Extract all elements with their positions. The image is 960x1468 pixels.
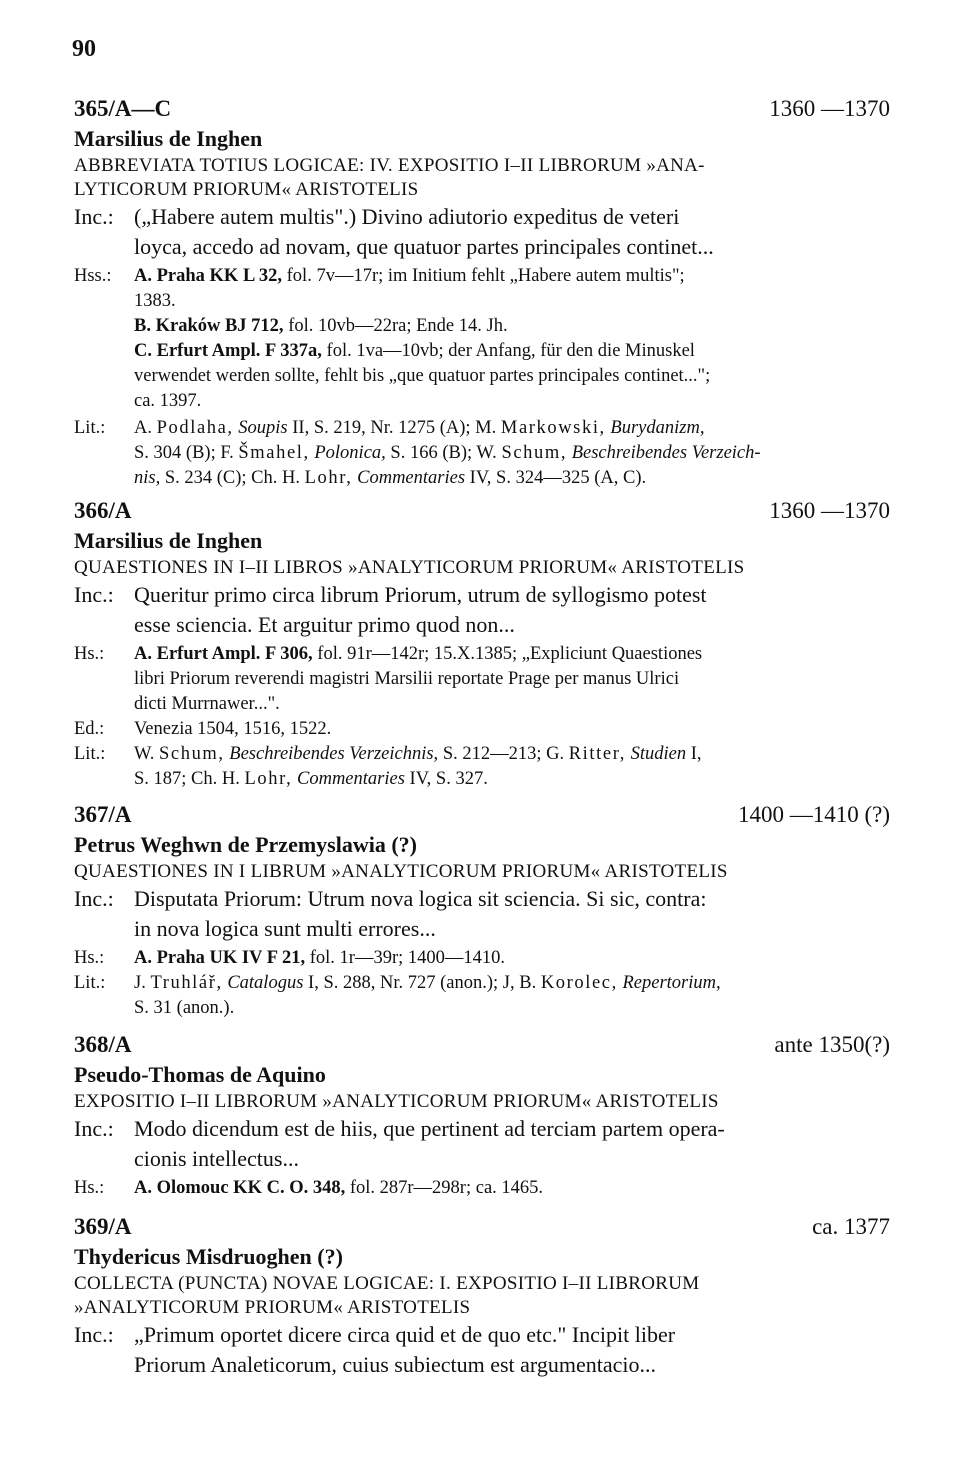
lit-work: Repertorium, <box>622 973 721 993</box>
entry-368 <box>74 1030 890 1201</box>
entry-header <box>74 496 890 526</box>
entry-title <box>74 556 890 580</box>
literature <box>74 971 890 1021</box>
lit-text: W. <box>134 744 160 764</box>
entry-date: 1360 —1370 <box>769 96 890 121</box>
lit-work: Catalogus <box>227 973 304 993</box>
lit-text: S. 304 (B); F. <box>134 443 239 463</box>
incipit-line: „Primum oportet dicere circa quid et de quo etc." Incipit liber <box>134 1322 676 1347</box>
lit-author: Truhlář, <box>150 973 223 993</box>
lit-author: Šmahel, <box>238 443 310 463</box>
entry-date: ca. 1377 <box>812 1214 890 1239</box>
manuscripts-label: Hs.: <box>74 644 105 664</box>
lit-author: Korolec, <box>540 973 618 993</box>
ms-details: fol. 1r—39r; 1400—1410. <box>305 948 506 968</box>
title-line: LYTICORUM PRIORUM« ARISTOTELIS <box>74 179 419 200</box>
title-line: »ANALYTICORUM PRIORUM« ARISTOTELIS <box>74 1297 471 1318</box>
lit-work: Polonica, <box>314 443 386 463</box>
entry-title <box>74 1272 890 1320</box>
lit-text: S. 31 (anon.). <box>134 998 235 1018</box>
entry-367 <box>74 800 890 1021</box>
ms-details: fol. 287r—298r; ca. 1465. <box>345 1178 544 1198</box>
entry-number: 368/A <box>74 1032 132 1057</box>
incipit-line: Priorum Analeticorum, cuius subiectum est argumentacio... <box>134 1352 656 1377</box>
lit-text: IV, S. 327. <box>404 769 488 789</box>
lit-text: S. 234 (C); Ch. H. <box>160 468 305 488</box>
literature <box>74 416 890 491</box>
entry-number: 369/A <box>74 1214 132 1239</box>
incipit-label: Inc.: <box>74 204 114 229</box>
entry-number: 366/A <box>74 498 132 523</box>
entry-author: Pseudo-Thomas de Aquino <box>74 1062 326 1087</box>
literature <box>74 742 890 792</box>
manuscripts <box>74 264 890 414</box>
lit-work: Commentaries <box>297 769 405 789</box>
entry-header <box>74 1030 890 1060</box>
lit-author: Lohr, <box>304 468 353 488</box>
ms-details: fol. 7v—17r; im Initium fehlt „Habere autem multis"; <box>282 266 685 286</box>
entry-title <box>74 1090 890 1114</box>
manuscripts <box>74 642 890 717</box>
ms-sigil: C. Erfurt Ampl. F 337a, <box>134 341 322 361</box>
entry-number: 367/A <box>74 802 132 827</box>
lit-author: Schum, <box>159 744 225 764</box>
title-line: COLLECTA (PUNCTA) NOVAE LOGICAE: I. EXPOSITIO I–II LIBRORUM <box>74 1273 700 1294</box>
lit-text: S. 166 (B); W. <box>385 443 502 463</box>
incipit-label: Inc.: <box>74 582 114 607</box>
title-line: QUAESTIONES IN I LIBRUM »ANALYTICORUM PRIORUM« ARISTOTELIS <box>74 861 728 882</box>
manuscripts-label: Hss.: <box>74 266 112 286</box>
incipit-line: loyca, accedo ad novam, que quatuor partes principales continet... <box>134 234 714 259</box>
lit-work: nis, <box>134 468 161 488</box>
entry-author: Petrus Weghwn de Przemyslawia (?) <box>74 832 417 857</box>
incipit <box>74 884 890 944</box>
lit-text: I, S. 288, Nr. 727 (anon.); J, B. <box>303 973 541 993</box>
ms-details: ca. 1397. <box>134 391 202 411</box>
title-line: ABBREVIATA TOTIUS LOGICAE: IV. EXPOSITIO I–II LIBRORUM »ANA- <box>74 155 705 176</box>
entry-title <box>74 860 890 884</box>
incipit-label: Inc.: <box>74 1116 114 1141</box>
entry-date: 1400 —1410 (?) <box>737 802 890 827</box>
entry-author: Thydericus Misdruoghen (?) <box>74 1244 343 1269</box>
ms-details: fol. 10vb—22ra; Ende 14. Jh. <box>283 316 508 336</box>
lit-text: S. 212—213; G. <box>438 744 569 764</box>
literature-label: Lit.: <box>74 973 106 993</box>
incipit-line: („Habere autem multis".) Divino adiutorio expeditus de veteri <box>134 204 680 229</box>
incipit <box>74 580 890 640</box>
entry-date: ante 1350(?) <box>774 1032 890 1057</box>
lit-author: Podlaha, <box>156 418 234 438</box>
lit-work: Beschreibendes Verzeichnis, <box>229 744 439 764</box>
ms-details: fol. 1va—10vb; der Anfang, für den die Minuskel <box>321 341 695 361</box>
incipit-line: esse sciencia. Et arguitur primo quod non... <box>134 612 515 637</box>
incipit-line: cionis intellectus... <box>134 1146 299 1171</box>
lit-work: Soupis <box>238 418 288 438</box>
entry-366 <box>74 496 890 792</box>
literature-label: Lit.: <box>74 744 106 764</box>
title-line: QUAESTIONES IN I–II LIBROS »ANALYTICORUM PRIORUM« ARISTOTELIS <box>74 557 745 578</box>
lit-work: Studien <box>630 744 687 764</box>
ms-sigil: A. Praha KK L 32, <box>134 266 283 286</box>
ms-details: 1383. <box>134 291 176 311</box>
incipit-line: Queritur primo circa librum Priorum, utrum de syllogismo potest <box>134 582 707 607</box>
ms-sigil: B. Kraków BJ 712, <box>134 316 284 336</box>
entry-369 <box>74 1212 890 1380</box>
ms-details: verwendet werden sollte, fehlt bis „que quatuor partes principales continet..."; <box>134 366 711 386</box>
lit-text: J. <box>134 973 151 993</box>
entry-header <box>74 1212 890 1242</box>
entry-header <box>74 800 890 830</box>
incipit-line: Disputata Priorum: Utrum nova logica sit sciencia. Si sic, contra: <box>134 886 707 911</box>
incipit <box>74 1114 890 1174</box>
ms-sigil: A. Praha UK IV F 21, <box>134 948 306 968</box>
editions-text: Venezia 1504, 1516, 1522. <box>134 719 332 739</box>
entry-author: Marsilius de Inghen <box>74 528 263 553</box>
lit-work: Commentaries <box>357 468 466 488</box>
editions-label: Ed.: <box>74 719 105 739</box>
lit-author: Lohr, <box>244 769 293 789</box>
incipit-label: Inc.: <box>74 886 114 911</box>
manuscripts <box>74 946 890 971</box>
entry-title <box>74 154 890 202</box>
ms-details: dicti Murrnawer...". <box>134 694 280 714</box>
ms-details: libri Priorum reverendi magistri Marsilii reportate Prage per manus Ulrici <box>134 669 680 689</box>
entry-number: 365/A—C <box>74 96 172 121</box>
entry-date: 1360 —1370 <box>769 498 890 523</box>
manuscripts-label: Hs.: <box>74 1178 105 1198</box>
manuscripts <box>74 1176 890 1201</box>
lit-text: I, <box>686 744 702 764</box>
page-number: 90 <box>72 36 96 62</box>
incipit-line: in nova logica sunt multi errores... <box>134 916 436 941</box>
incipit <box>74 1320 890 1380</box>
ms-sigil: A. Olomouc KK C. O. 348, <box>134 1178 346 1198</box>
editions <box>74 717 890 742</box>
literature-label: Lit.: <box>74 418 106 438</box>
lit-author: Schum, <box>501 443 568 463</box>
lit-text: A. <box>134 418 157 438</box>
entry-365 <box>74 94 890 491</box>
lit-text: II, S. 219, Nr. 1275 (A); M. <box>287 418 501 438</box>
ms-details: fol. 91r—142r; 15.X.1385; „Expliciunt Quaestiones <box>312 644 703 664</box>
lit-work: Burydanizm, <box>610 418 705 438</box>
lit-text: S. 187; Ch. H. <box>134 769 245 789</box>
incipit-line: Modo dicendum est de hiis, que pertinent ad terciam partem opera- <box>134 1116 725 1141</box>
incipit-label: Inc.: <box>74 1322 114 1347</box>
entry-header <box>74 94 890 124</box>
title-line: EXPOSITIO I–II LIBRORUM »ANALYTICORUM PRIORUM« ARISTOTELIS <box>74 1091 719 1112</box>
lit-text: IV, S. 324—325 (A, C). <box>465 468 647 488</box>
manuscripts-label: Hs.: <box>74 948 105 968</box>
ms-sigil: A. Erfurt Ampl. F 306, <box>134 644 313 664</box>
lit-work: Beschreibendes Verzeich- <box>571 443 761 463</box>
lit-author: Markowski, <box>500 418 606 438</box>
incipit <box>74 202 890 262</box>
entry-author: Marsilius de Inghen <box>74 126 263 151</box>
lit-author: Ritter, <box>568 744 626 764</box>
